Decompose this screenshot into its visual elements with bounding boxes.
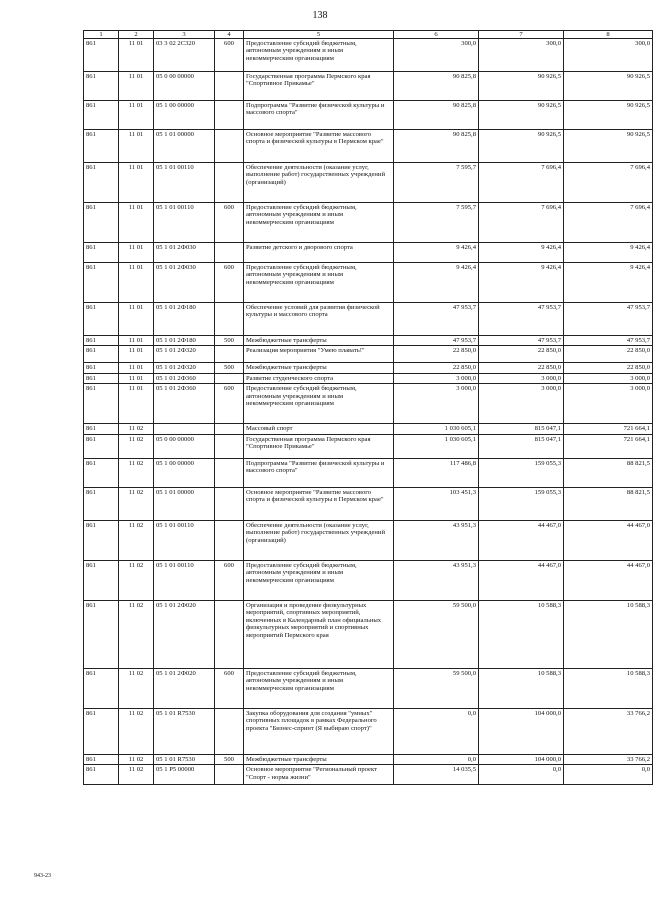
amount-year-3: 9 426,4: [564, 243, 653, 263]
ministry-code: 861: [84, 458, 119, 487]
target-article-code: 05 1 01 2Ф020: [154, 600, 215, 668]
expense-type-code: [215, 424, 244, 434]
item-name: Государственная программа Пермского края "Спортивное Прикамье": [244, 72, 394, 101]
amount-year-1: 9 426,4: [394, 263, 479, 303]
item-name: Реализация мероприятия "Умею плавать!": [244, 346, 394, 363]
amount-year-2: 300,0: [479, 39, 564, 72]
amount-year-1: 0,0: [394, 708, 479, 754]
amount-year-3: 44 467,0: [564, 560, 653, 600]
item-name: Обеспечение деятельности (оказание услуг, выполнение работ) государственных учреждений (организаций): [244, 163, 394, 203]
expense-type-code: 600: [215, 203, 244, 243]
item-name: Основное мероприятие "Развитие массового спорта и физической культуры в Пермском крае": [244, 487, 394, 520]
amount-year-3: 90 926,5: [564, 101, 653, 130]
target-article-code: 05 0 00 00000: [154, 434, 215, 458]
target-article-code: 05 1 01 2Ф320: [154, 363, 215, 373]
item-name: Предоставление субсидий бюджетным, автономным учреждениям и иным некоммерческим организациям: [244, 384, 394, 424]
expense-type-code: [215, 72, 244, 101]
target-article-code: 05 1 01 00110: [154, 163, 215, 203]
table-row: [84, 560, 653, 600]
item-name: Организация и проведение физкультурных мероприятий, спортивных мероприятий, включенных в Календарный план официальных физкультурных мероприятий и спортивных мероприятий Пермского края: [244, 600, 394, 668]
target-article-code: 05 1 00 00000: [154, 458, 215, 487]
target-article-code: 03 3 02 2С320: [154, 39, 215, 72]
amount-year-1: 43 951,3: [394, 520, 479, 560]
ministry-code: 861: [84, 363, 119, 373]
amount-year-1: 7 595,7: [394, 203, 479, 243]
ministry-code: 861: [84, 765, 119, 785]
amount-year-3: 10 588,3: [564, 600, 653, 668]
amount-year-2: 3 000,0: [479, 384, 564, 424]
amount-year-3: 47 953,7: [564, 303, 653, 336]
ministry-code: 861: [84, 39, 119, 72]
amount-year-1: 300,0: [394, 39, 479, 72]
target-article-code: 05 1 01 2Ф180: [154, 303, 215, 336]
item-name: Предоставление субсидий бюджетным, автономным учреждениям и иным некоммерческим организациям: [244, 39, 394, 72]
table-row: [84, 708, 653, 754]
section-code: 11 02: [119, 600, 154, 668]
table-row: [84, 754, 653, 764]
section-code: 11 02: [119, 434, 154, 458]
section-code: 11 02: [119, 754, 154, 764]
ministry-code: 861: [84, 520, 119, 560]
ministry-code: 861: [84, 346, 119, 363]
amount-year-1: 7 595,7: [394, 163, 479, 203]
item-name: Подпрограмма "Развитие физической культуры и массового спорта": [244, 458, 394, 487]
expense-type-code: 600: [215, 263, 244, 303]
table-row: [84, 384, 653, 424]
amount-year-3: 22 850,0: [564, 363, 653, 373]
table-row: [84, 520, 653, 560]
target-article-code: [154, 424, 215, 434]
ministry-code: 861: [84, 560, 119, 600]
table-row: [84, 336, 653, 346]
section-code: 11 02: [119, 458, 154, 487]
table-row: [84, 39, 653, 72]
section-code: 11 01: [119, 163, 154, 203]
table-row: [84, 373, 653, 383]
table-row: [84, 72, 653, 101]
expense-type-code: [215, 130, 244, 163]
expense-type-code: [215, 163, 244, 203]
amount-year-2: 90 926,5: [479, 72, 564, 101]
item-name: Межбюджетные трансферты: [244, 363, 394, 373]
expense-type-code: 500: [215, 363, 244, 373]
section-code: 11 02: [119, 520, 154, 560]
amount-year-1: 0,0: [394, 754, 479, 764]
table-row: [84, 668, 653, 708]
amount-year-2: 3 000,0: [479, 373, 564, 383]
expense-type-code: [215, 243, 244, 263]
target-article-code: 05 0 00 00000: [154, 72, 215, 101]
item-name: Межбюджетные трансферты: [244, 336, 394, 346]
target-article-code: 05 1 01 R7530: [154, 754, 215, 764]
section-code: 11 01: [119, 101, 154, 130]
expense-type-code: [215, 487, 244, 520]
target-article-code: 05 1 01 2Ф320: [154, 346, 215, 363]
ministry-code: 861: [84, 336, 119, 346]
table-row: [84, 243, 653, 263]
budget-table: [83, 30, 653, 785]
table-row: [84, 458, 653, 487]
ministry-code: 861: [84, 203, 119, 243]
expense-type-code: 500: [215, 754, 244, 764]
section-code: 11 01: [119, 263, 154, 303]
table-row: [84, 346, 653, 363]
amount-year-3: 7 696,4: [564, 163, 653, 203]
table-row: [84, 424, 653, 434]
expense-type-code: [215, 303, 244, 336]
item-name: Предоставление субсидий бюджетным, автономным учреждениям и иным некоммерческим организациям: [244, 263, 394, 303]
ministry-code: 861: [84, 424, 119, 434]
item-name: Основное мероприятие "Региональный проект "Спорт - норма жизни": [244, 765, 394, 785]
column-number: 6: [394, 31, 479, 39]
column-number: 1: [84, 31, 119, 39]
ministry-code: 861: [84, 303, 119, 336]
amount-year-1: 59 500,0: [394, 668, 479, 708]
amount-year-2: 159 055,3: [479, 458, 564, 487]
ministry-code: 861: [84, 163, 119, 203]
amount-year-2: 47 953,7: [479, 336, 564, 346]
amount-year-1: 3 000,0: [394, 373, 479, 383]
ministry-code: 861: [84, 754, 119, 764]
amount-year-1: 90 825,8: [394, 101, 479, 130]
target-article-code: 05 1 01 2Ф360: [154, 384, 215, 424]
section-code: 11 01: [119, 72, 154, 101]
amount-year-2: 22 850,0: [479, 346, 564, 363]
target-article-code: 05 1 01 2Ф360: [154, 373, 215, 383]
expense-type-code: [215, 765, 244, 785]
target-article-code: 05 1 01 2Ф030: [154, 243, 215, 263]
section-code: 11 01: [119, 303, 154, 336]
column-number: 2: [119, 31, 154, 39]
amount-year-3: 300,0: [564, 39, 653, 72]
ministry-code: 861: [84, 708, 119, 754]
amount-year-3: 88 821,5: [564, 487, 653, 520]
section-code: 11 02: [119, 668, 154, 708]
amount-year-1: 90 825,8: [394, 130, 479, 163]
table-row: [84, 203, 653, 243]
expense-type-code: [215, 708, 244, 754]
amount-year-2: 815 047,1: [479, 434, 564, 458]
section-code: 11 02: [119, 487, 154, 520]
amount-year-3: 47 953,7: [564, 336, 653, 346]
target-article-code: 05 1 P5 00000: [154, 765, 215, 785]
ministry-code: 861: [84, 263, 119, 303]
amount-year-2: 159 055,3: [479, 487, 564, 520]
column-number: 5: [244, 31, 394, 39]
section-code: 11 01: [119, 130, 154, 163]
amount-year-3: 90 926,5: [564, 72, 653, 101]
target-article-code: 05 1 00 00000: [154, 101, 215, 130]
amount-year-1: 90 825,8: [394, 72, 479, 101]
document-code: 943-23: [34, 873, 51, 879]
ministry-code: 861: [84, 600, 119, 668]
table-row: [84, 130, 653, 163]
expense-type-code: 600: [215, 560, 244, 600]
amount-year-2: 0,0: [479, 765, 564, 785]
amount-year-1: 43 951,3: [394, 560, 479, 600]
table-row: [84, 163, 653, 203]
amount-year-3: 3 000,0: [564, 373, 653, 383]
amount-year-3: 7 696,4: [564, 203, 653, 243]
amount-year-2: 104 000,0: [479, 754, 564, 764]
amount-year-3: 90 926,5: [564, 130, 653, 163]
ministry-code: 861: [84, 101, 119, 130]
amount-year-2: 44 467,0: [479, 560, 564, 600]
ministry-code: 861: [84, 373, 119, 383]
item-name: Предоставление субсидий бюджетным, автономным учреждениям и иным некоммерческим организациям: [244, 203, 394, 243]
amount-year-1: 22 850,0: [394, 363, 479, 373]
page-number: 138: [312, 10, 328, 21]
amount-year-3: 33 766,2: [564, 754, 653, 764]
section-code: 11 01: [119, 336, 154, 346]
item-name: Межбюджетные трансферты: [244, 754, 394, 764]
item-name: Предоставление субсидий бюджетным, автономным учреждениям и иным некоммерческим организациям: [244, 560, 394, 600]
target-article-code: 05 1 01 00000: [154, 487, 215, 520]
amount-year-2: 90 926,5: [479, 130, 564, 163]
section-code: 11 02: [119, 424, 154, 434]
expense-type-code: 600: [215, 668, 244, 708]
amount-year-2: 44 467,0: [479, 520, 564, 560]
amount-year-1: 103 451,3: [394, 487, 479, 520]
section-code: 11 02: [119, 560, 154, 600]
section-code: 11 01: [119, 363, 154, 373]
expense-type-code: 600: [215, 39, 244, 72]
table-row: [84, 487, 653, 520]
section-code: 11 01: [119, 39, 154, 72]
item-name: Обеспечение условий для развития физической культуры и массового спорта: [244, 303, 394, 336]
amount-year-3: 10 588,3: [564, 668, 653, 708]
expense-type-code: [215, 520, 244, 560]
expense-type-code: [215, 373, 244, 383]
table-row: [84, 434, 653, 458]
section-code: 11 02: [119, 708, 154, 754]
ministry-code: 861: [84, 487, 119, 520]
expense-type-code: 600: [215, 384, 244, 424]
expense-type-code: [215, 600, 244, 668]
amount-year-1: 117 486,8: [394, 458, 479, 487]
ministry-code: 861: [84, 384, 119, 424]
amount-year-2: 90 926,5: [479, 101, 564, 130]
section-code: 11 01: [119, 384, 154, 424]
expense-type-code: 500: [215, 336, 244, 346]
item-name: Развитие детского и дворового спорта: [244, 243, 394, 263]
amount-year-2: 815 047,1: [479, 424, 564, 434]
ministry-code: 861: [84, 434, 119, 458]
amount-year-1: 47 953,7: [394, 303, 479, 336]
item-name: Государственная программа Пермского края "Спортивное Прикамье": [244, 434, 394, 458]
amount-year-2: 10 588,3: [479, 668, 564, 708]
target-article-code: 05 1 01 00110: [154, 520, 215, 560]
ministry-code: 861: [84, 668, 119, 708]
amount-year-2: 10 588,3: [479, 600, 564, 668]
amount-year-3: 721 664,1: [564, 424, 653, 434]
amount-year-3: 44 467,0: [564, 520, 653, 560]
target-article-code: 05 1 01 2Ф030: [154, 263, 215, 303]
target-article-code: 05 1 01 R7530: [154, 708, 215, 754]
amount-year-2: 47 953,7: [479, 303, 564, 336]
table-row: [84, 101, 653, 130]
expense-type-code: [215, 101, 244, 130]
ministry-code: 861: [84, 130, 119, 163]
item-name: Закупка оборудования для создания "умных" спортивных площадок в рамках Федерального проекта "Бизнес-спринт (Я выбираю спорт)": [244, 708, 394, 754]
amount-year-3: 0,0: [564, 765, 653, 785]
section-code: 11 01: [119, 203, 154, 243]
amount-year-1: 59 500,0: [394, 600, 479, 668]
target-article-code: 05 1 01 00110: [154, 203, 215, 243]
item-name: Подпрограмма "Развитие физической культуры и массового спорта": [244, 101, 394, 130]
ministry-code: 861: [84, 72, 119, 101]
item-name: Развитие студенческого спорта: [244, 373, 394, 383]
table-row: [84, 303, 653, 336]
amount-year-1: 1 030 605,1: [394, 424, 479, 434]
amount-year-3: 33 766,2: [564, 708, 653, 754]
item-name: Массовый спорт: [244, 424, 394, 434]
amount-year-3: 721 664,1: [564, 434, 653, 458]
target-article-code: 05 1 01 00110: [154, 560, 215, 600]
section-code: 11 01: [119, 243, 154, 263]
item-name: Обеспечение деятельности (оказание услуг, выполнение работ) государственных учреждений (организаций): [244, 520, 394, 560]
column-number-row: [84, 31, 653, 39]
amount-year-2: 7 696,4: [479, 203, 564, 243]
amount-year-3: 9 426,4: [564, 263, 653, 303]
table-row: [84, 765, 653, 785]
column-number: 7: [479, 31, 564, 39]
amount-year-2: 7 696,4: [479, 163, 564, 203]
section-code: 11 01: [119, 373, 154, 383]
item-name: Основное мероприятие "Развитие массового спорта и физической культуры в Пермском крае": [244, 130, 394, 163]
expense-type-code: [215, 346, 244, 363]
amount-year-1: 1 030 605,1: [394, 434, 479, 458]
table-row: [84, 263, 653, 303]
target-article-code: 05 1 01 00000: [154, 130, 215, 163]
amount-year-1: 22 850,0: [394, 346, 479, 363]
ministry-code: 861: [84, 243, 119, 263]
amount-year-2: 22 850,0: [479, 363, 564, 373]
item-name: Предоставление субсидий бюджетным, автономным учреждениям и иным некоммерческим организациям: [244, 668, 394, 708]
column-number: 3: [154, 31, 215, 39]
expense-type-code: [215, 458, 244, 487]
amount-year-2: 104 000,0: [479, 708, 564, 754]
expense-type-code: [215, 434, 244, 458]
column-number: 8: [564, 31, 653, 39]
table-row: [84, 363, 653, 373]
amount-year-3: 88 821,5: [564, 458, 653, 487]
amount-year-2: 9 426,4: [479, 263, 564, 303]
amount-year-1: 47 953,7: [394, 336, 479, 346]
amount-year-3: 3 000,0: [564, 384, 653, 424]
column-number: 4: [215, 31, 244, 39]
amount-year-1: 14 035,5: [394, 765, 479, 785]
table-row: [84, 600, 653, 668]
amount-year-1: 9 426,4: [394, 243, 479, 263]
amount-year-2: 9 426,4: [479, 243, 564, 263]
target-article-code: 05 1 01 2Ф180: [154, 336, 215, 346]
amount-year-1: 3 000,0: [394, 384, 479, 424]
section-code: 11 01: [119, 346, 154, 363]
target-article-code: 05 1 01 2Ф020: [154, 668, 215, 708]
amount-year-3: 22 850,0: [564, 346, 653, 363]
section-code: 11 02: [119, 765, 154, 785]
